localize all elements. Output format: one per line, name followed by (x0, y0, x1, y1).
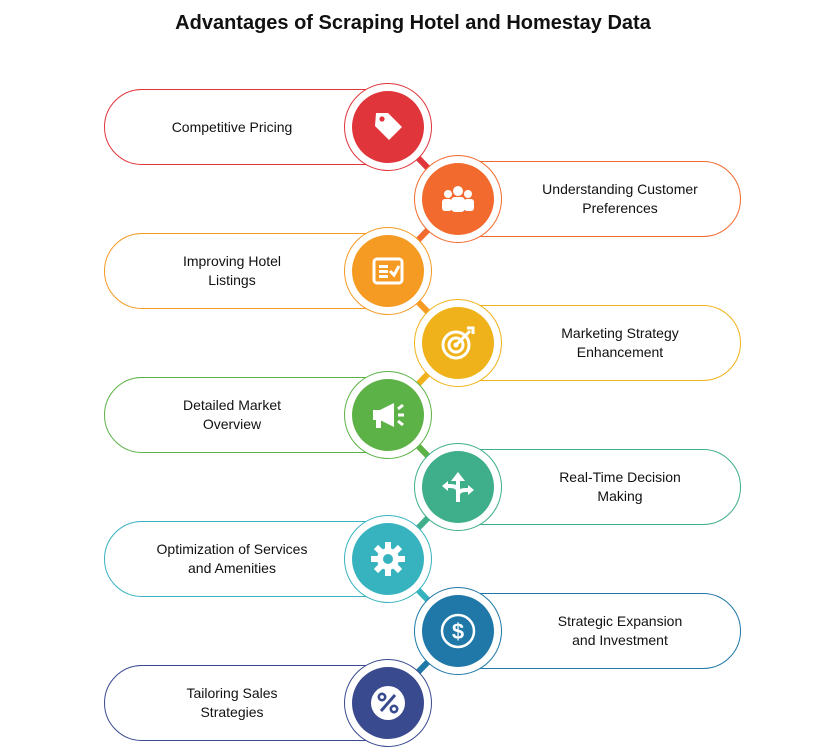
percent-icon (352, 667, 424, 739)
target-icon (422, 307, 494, 379)
advantage-label: Marketing Strategy Enhancement (561, 325, 679, 360)
diagram-title: Advantages of Scraping Hotel and Homestay Data (175, 12, 651, 34)
advantage-badge (344, 515, 432, 603)
advantage-label: Strategic Expansion and Investment (557, 613, 683, 648)
advantage-label: Detailed Market Overview (182, 397, 282, 432)
megaphone-icon (352, 379, 424, 451)
split-arrows-icon (422, 451, 494, 523)
advantage-label: Tailoring Sales Strategies (186, 685, 278, 720)
advantage-label: Understanding Customer Preferences (542, 181, 698, 216)
advantage-label: Real-Time Decision Making (559, 469, 681, 504)
advantage-badge (414, 587, 502, 675)
advantage-badge (414, 155, 502, 243)
advantage-badge (414, 299, 502, 387)
price-tag-icon (352, 91, 424, 163)
advantage-label: Improving Hotel Listings (182, 253, 282, 288)
advantage-badge (344, 227, 432, 315)
gear-icon (352, 523, 424, 595)
dollar-icon (422, 595, 494, 667)
advantage-badge (414, 443, 502, 531)
advantage-badge (344, 371, 432, 459)
advantage-badge (344, 83, 432, 171)
svg-text:$: $ (451, 619, 465, 644)
people-group-icon (422, 163, 494, 235)
checklist-icon (352, 235, 424, 307)
advantage-badge (344, 659, 432, 747)
advantage-label: Competitive Pricing (171, 118, 293, 135)
advantage-label: Optimization of Services and Amenities (156, 541, 308, 576)
